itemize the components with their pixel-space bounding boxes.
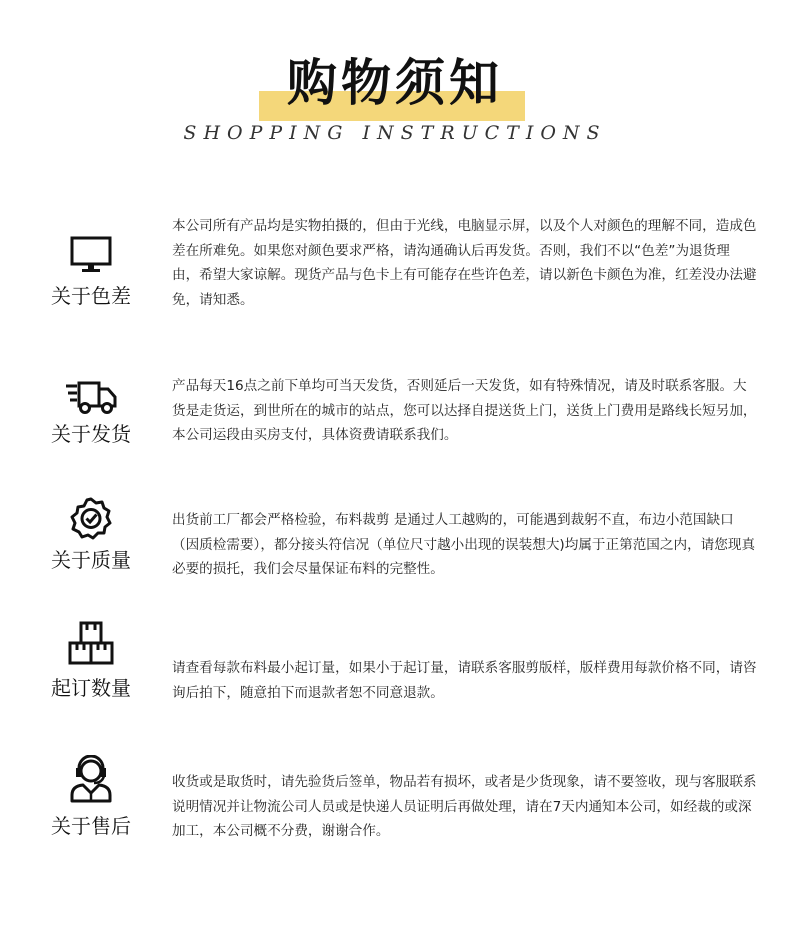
- section-label: 关于发货: [51, 422, 131, 446]
- section-minimum-order: [0, 618, 790, 708]
- quality-badge-icon: [60, 496, 122, 542]
- section-after-sales: [0, 754, 790, 854]
- section-text: 请查看每款布料最小起订量，如果小于起订量，请联系客服剪版样，版样费用每款价格不同，请咨询后拍下，随意拍下而退款者恕不同意退款。: [172, 660, 757, 701]
- page-title: 购物须知: [287, 54, 503, 112]
- delivery-truck-icon: [60, 374, 122, 420]
- header: [0, 0, 790, 170]
- section-quality: [0, 496, 790, 586]
- section-color-difference: [0, 210, 790, 320]
- section-text: 收货或是取货时，请先验货后签单，物品若有损坏，或者是少货现象，请不要签收，现与客服联系说明情况并让物流公司人员或是快递人员证明后再做处理，请在7天内通知本公司，如经裁的或深加工，本公司概不分费，谢谢合作。: [172, 774, 757, 839]
- section-text: 本公司所有产品均是实物拍摄的，但由于光线，电脑显示屏，以及个人对颜色的理解不同，造成色差在所难免。如果您对颜色要求严格，请沟通确认后再发货。否则，我们不以“色差”为退货理由，希望大家谅解。现货产品与色卡上有可能存在些许色差，请以新色卡颜色为准，红差没办法避免，请知悉。: [172, 218, 757, 308]
- section-label: 关于售后: [51, 814, 131, 838]
- stacked-boxes-icon: [60, 620, 122, 666]
- page-subtitle: SHOPPING INSTRUCTIONS: [183, 122, 607, 144]
- customer-service-icon: [60, 756, 122, 802]
- section-label: 关于质量: [51, 548, 131, 572]
- section-label: 关于色差: [51, 284, 131, 308]
- section-shipping: [0, 372, 790, 462]
- monitor-icon: [60, 232, 122, 278]
- section-text: 产品每天16点之前下单均可当天发货，否则延后一天发货，如有特殊情况，请及时联系客服。大货是走货运，到世所在的城市的站点，您可以达择自提送货上门，送货上门费用是路线长短另加，本公司运段由买房支付，具体资费请联系我们。: [172, 378, 757, 443]
- section-label: 起订数量: [51, 676, 131, 700]
- section-text: 出货前工厂都会严格检验，布料裁剪 是通过人工越购的，可能遇到裁躬不直，布边小范国缺口（因质检需要），都分接头符信况（单位尺寸越小出现的误装想大)均属于正第范国之内，请您现真必要的损托，我们会尽量保证布料的完整性。: [172, 512, 756, 577]
